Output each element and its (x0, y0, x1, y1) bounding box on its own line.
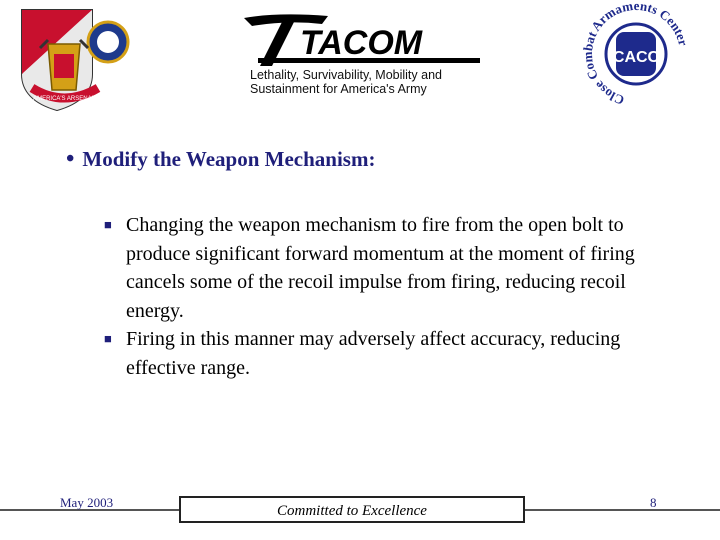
bullet-text: Firing in this manner may adversely affect accuracy, reducing effective range. (126, 328, 621, 379)
cacc-emblem-icon (572, 2, 700, 106)
page-number: 8 (650, 495, 657, 510)
army-shield-emblem-icon (18, 4, 130, 114)
square-bullet-icon: ■ (104, 331, 112, 346)
tacom-logo (238, 10, 482, 102)
bullet-list (104, 211, 674, 382)
tacom-wordmark-graphic (238, 10, 482, 70)
bullet-item (104, 211, 674, 325)
logo-ribbon-text: AMERICA'S ARSENAL (33, 96, 95, 102)
cacc-monogram: CACC (612, 49, 660, 66)
footer-motto-box (179, 496, 525, 523)
cacc-ring-text: Close Combat Armaments Center (579, 2, 692, 106)
footer-motto: Committed to Excellence (277, 503, 427, 519)
square-bullet-icon: ■ (104, 217, 112, 232)
slide-heading (66, 146, 375, 173)
army-shield-logo (18, 4, 130, 114)
bullet-item (104, 325, 674, 382)
tacom-wordmark-text: TACOM (300, 24, 423, 62)
bullet-text: Changing the weapon mechanism to fire from the open bolt to produce significant forward momentum at the moment of firing cancels some of the recoil impulse from firing, reducing recoil energy. (126, 214, 635, 322)
close-combat-armaments-center-logo (572, 2, 700, 106)
footer-date: May 2003 (60, 495, 114, 510)
tacom-tagline: Lethality, Survivability, Mobility and Sustainment for America's Army (250, 68, 442, 96)
heading-bullet-icon: • (66, 146, 75, 172)
heading-text: Modify the Weapon Mechanism: (82, 147, 376, 171)
